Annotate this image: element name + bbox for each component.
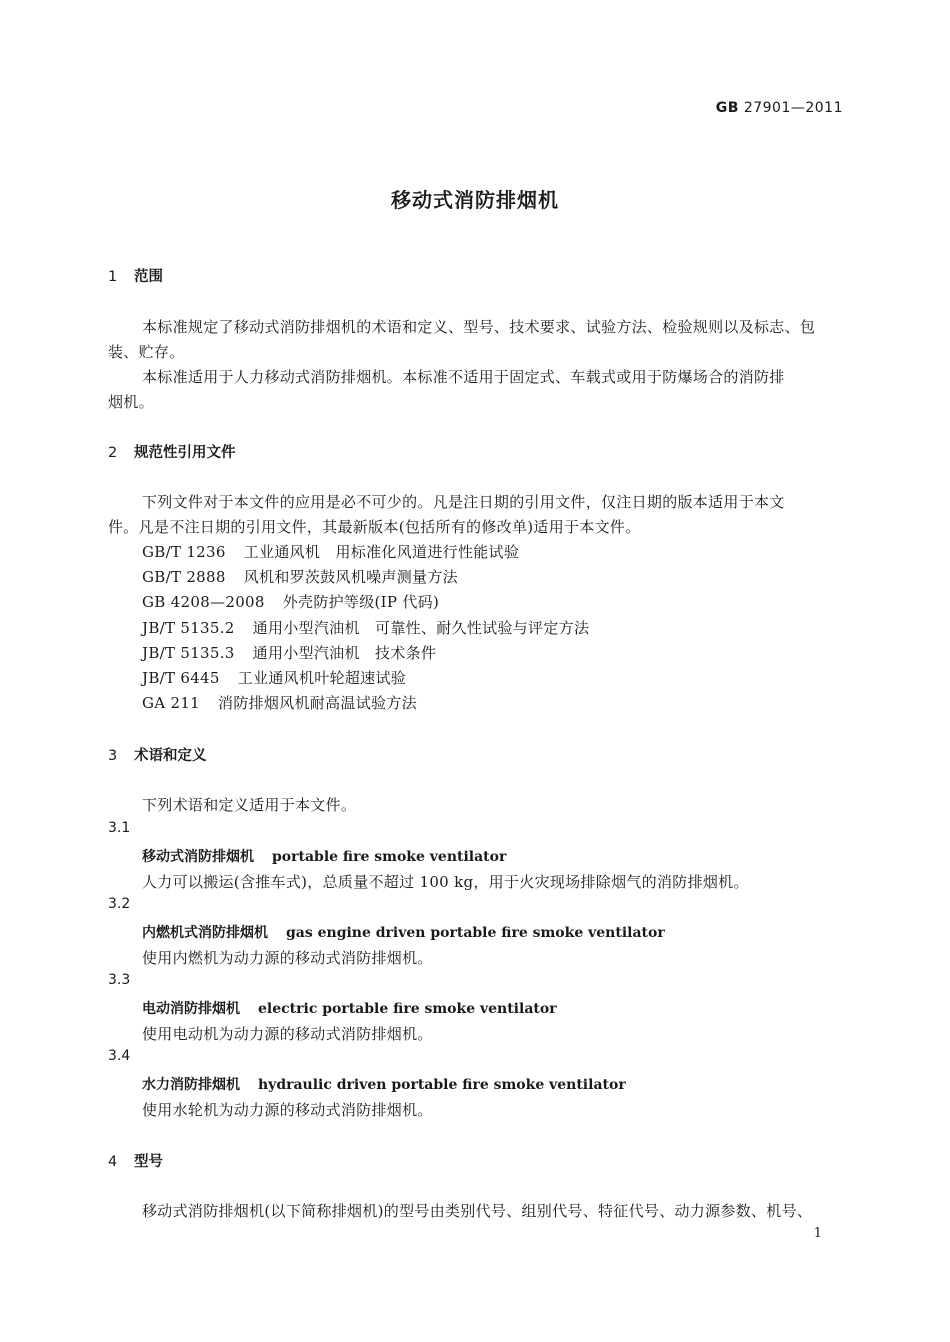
term-number: 3.3: [108, 972, 131, 988]
reference-item: [142, 692, 417, 713]
section-title: 范围: [134, 269, 163, 285]
paragraph-line: 烟机。: [108, 393, 154, 411]
reference-item: [142, 591, 439, 612]
section-number: 1: [108, 269, 118, 285]
section-title: 规范性引用文件: [134, 445, 236, 461]
section-title: 型号: [134, 1154, 163, 1170]
section-3-heading: [108, 744, 207, 765]
term-english: hydraulic driven portable fire smoke ventilator: [258, 1077, 626, 1093]
standard-code: 27901—2011: [743, 100, 843, 116]
reference-title: 工业通风机 用标准化风道进行性能试验: [243, 543, 520, 561]
reference-code: GA 211: [142, 694, 201, 712]
term-chinese: 内燃机式消防排烟机: [142, 925, 268, 941]
term-heading: [142, 846, 506, 866]
section-number: 4: [108, 1154, 118, 1170]
section-2-heading: [108, 441, 236, 462]
reference-title: 工业通风机叶轮超速试验: [237, 669, 407, 687]
term-definition: 使用水轮机为动力源的移动式消防排烟机。: [142, 1101, 433, 1119]
paragraph-line: 移动式消防排烟机(以下简称排烟机)的型号由类别代号、组别代号、特征代号、动力源参数、机号、: [142, 1202, 813, 1220]
term-chinese: 移动式消防排烟机: [142, 849, 254, 865]
page-number: 1: [813, 1226, 822, 1241]
term-definition: 人力可以搬运(含推车式)，总质量不超过 100 kg，用于火灾现场排除烟气的消防排烟机。: [142, 873, 749, 891]
reference-code: GB/T 2888: [142, 568, 226, 586]
term-chinese: 水力消防排烟机: [142, 1077, 240, 1093]
term-definition: 使用内燃机为动力源的移动式消防排烟机。: [142, 949, 433, 967]
section-title: 术语和定义: [134, 748, 207, 764]
paragraph-line: 件。凡是不注日期的引用文件，其最新版本(包括所有的修改单)适用于本文件。: [108, 518, 641, 536]
reference-code: GB/T 1236: [142, 543, 226, 561]
standard-prefix: GB: [715, 100, 739, 116]
term-english: electric portable fire smoke ventilator: [258, 1001, 557, 1017]
term-number: 3.2: [108, 896, 131, 912]
section-number: 3: [108, 748, 118, 764]
term-chinese: 电动消防排烟机: [142, 1001, 240, 1017]
term-definition: 使用电动机为动力源的移动式消防排烟机。: [142, 1025, 433, 1043]
reference-code: JB/T 5135.3: [142, 644, 235, 662]
term-english: gas engine driven portable fire smoke ventilator: [286, 925, 665, 941]
section-1-heading: [108, 265, 163, 286]
term-number: 3.4: [108, 1048, 131, 1064]
reference-code: GB 4208—2008: [142, 593, 265, 611]
reference-code: JB/T 5135.2: [142, 619, 235, 637]
paragraph-line: 下列文件对于本文件的应用是必不可少的。凡是注日期的引用文件，仅注日期的版本适用于本文: [142, 493, 785, 511]
term-heading: [142, 1074, 626, 1094]
section-4-heading: [108, 1150, 163, 1171]
paragraph-line: 下列术语和定义适用于本文件。: [142, 796, 357, 814]
reference-title: 通用小型汽油机 技术条件: [252, 644, 437, 662]
term-heading: [142, 998, 557, 1018]
term-heading: [142, 922, 665, 942]
reference-title: 外壳防护等级(IP 代码): [282, 593, 440, 611]
paragraph-line: 本标准适用于人力移动式消防排烟机。本标准不适用于固定式、车载式或用于防爆场合的消防排: [142, 368, 785, 386]
reference-code: JB/T 6445: [142, 669, 220, 687]
section-number: 2: [108, 445, 118, 461]
reference-item: [142, 541, 519, 562]
term-english: portable fire smoke ventilator: [272, 849, 507, 865]
paragraph-line: 本标准规定了移动式消防排烟机的术语和定义、型号、技术要求、试验方法、检验规则以及标志、包: [142, 318, 816, 336]
paragraph-line: 装、贮存。: [108, 343, 185, 361]
reference-title: 风机和罗茨鼓风机噪声测量方法: [243, 568, 458, 586]
reference-item: [142, 642, 436, 663]
reference-item: [142, 566, 458, 587]
reference-item: [142, 617, 589, 638]
reference-title: 通用小型汽油机 可靠性、耐久性试验与评定方法: [252, 619, 590, 637]
reference-title: 消防排烟风机耐高温试验方法: [218, 694, 417, 712]
reference-item: [142, 667, 406, 688]
standard-number: [716, 100, 843, 116]
term-number: 3.1: [108, 820, 131, 836]
document-title: 移动式消防排烟机: [391, 188, 559, 212]
